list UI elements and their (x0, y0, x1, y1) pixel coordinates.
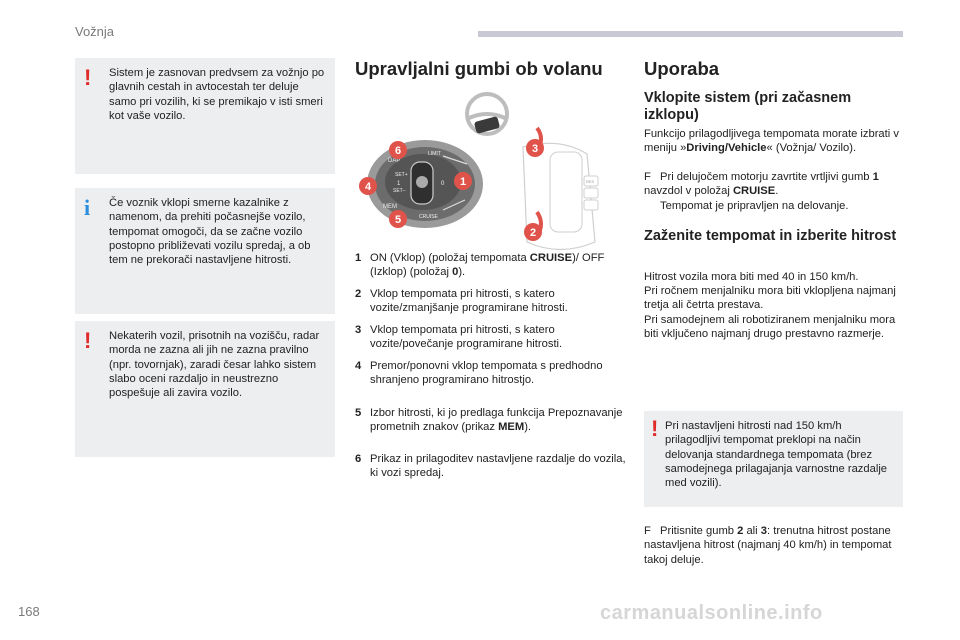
badge-3 (526, 139, 544, 157)
final-bullet: F Pritisnite gumb 2 ali 3: trenutna hitrost postane nastavljena hitrost (najmanj 40 km/h) in tempomat takoj deluje. (644, 525, 892, 566)
set-plus-label: SET+ (395, 172, 408, 178)
badge-1 (454, 172, 472, 190)
badge-6 (389, 141, 407, 159)
note-text: Nekaterih vozil, prisotnih na vozišču, radar morda ne zazna ali jih ne zazna pravilno (npr. tovornjak), zaradi česar lahko sistem slabo oceni razdaljo in neustrezno pospešuje ali zavira vozilo. (109, 330, 320, 400)
activate-paragraph: Funkcijo prilagodljivega tempomata morate izbrati v meniju »Driving/Vehicle« (Vožnja/ Vozilo). (644, 128, 899, 155)
svg-text:3: 3 (531, 143, 539, 155)
badge-4 (359, 177, 377, 195)
note-text: Če voznik vklopi smerne kazalnike z namenom, da prehiti počasnejše vozilo, tempomat omogoči, da se začne vozilo postopno približevati vozilu spredaj, a ob tem ne prekorači nastavljene hitrosti. (109, 197, 311, 267)
note-text: Sistem je zasnovan predvsem za vožnjo po glavnih cestah in avtocestah ter deluje samo pri vozilih, ki se premikajo v isti smeri kot vaše vozilo. (109, 67, 325, 122)
svg-text:5: 5 (394, 214, 402, 226)
note-text: Pri nastavljeni hitrosti nad 150 km/h prilagodljivi tempomat preklopi na način delovanja standardnega tempomata (brez samodejnega prilagajanja varnostne razdalje med vozili). (665, 420, 888, 490)
info-icon: i (84, 195, 91, 220)
header-bar (478, 31, 903, 37)
watermark: carmanualsonline.info (600, 602, 823, 624)
svg-text:6: 6 (394, 145, 402, 157)
steering-controls-diagram (355, 92, 625, 262)
start-paragraph-2: Pri ročnem menjalniku mora biti vklopljena najmanj tretja ali četrta prestava. (644, 285, 896, 312)
note-warning-1 (75, 58, 335, 174)
page-number: 168 (18, 604, 40, 619)
usage-title: Uporaba (644, 58, 720, 79)
bullet-arrow-icon: F (644, 171, 651, 183)
svg-text:4: 4 (364, 181, 372, 193)
start-heading: Zaženite tempomat in izberite hitrost (644, 228, 897, 244)
set-minus-label: SET– (393, 188, 406, 194)
section-title: Vožnja (75, 24, 115, 39)
note-info (75, 188, 335, 314)
neutral-label: 0 (441, 181, 445, 187)
start-paragraph-1: Hitrost vozila mora biti med 40 in 150 km/h. (644, 271, 859, 283)
bullet-arrow-icon: F (644, 525, 651, 537)
warning-icon: ! (84, 65, 92, 90)
badge-2 (524, 223, 542, 241)
start-paragraph-3: Pri samodejnem ali robotiziranem menjalniku mora biti vključeno najmanj drugo prestavno razmerje. (644, 314, 896, 341)
controls-title: Upravljalni gumbi ob volanu (355, 58, 603, 79)
warning-icon: ! (651, 416, 659, 441)
mem-label: MEM (383, 204, 397, 210)
cruise-label: CRUISE (419, 214, 438, 220)
limit-label: LIMIT (428, 151, 441, 157)
note-warning-2 (75, 321, 335, 457)
warning-icon: ! (84, 328, 92, 353)
note-warning-speed (644, 411, 903, 507)
activate-bullet: F Pri delujočem motorju zavrtite vrtljivi gumb 1 navzdol v položaj CRUISE. (644, 171, 879, 198)
steering-wheel-icon (467, 94, 507, 134)
res-label: RES (586, 179, 595, 184)
svg-text:2: 2 (529, 227, 537, 239)
sign-one-label: 1 (397, 181, 401, 187)
activate-ready: Tempomat je pripravljen na delovanje. (660, 200, 849, 212)
svg-text:1: 1 (459, 176, 467, 188)
dap-label: DAP (388, 158, 401, 164)
activate-heading: Vklopite sistem (pri začasnem izklopu) (644, 90, 852, 123)
badge-5 (389, 210, 407, 228)
